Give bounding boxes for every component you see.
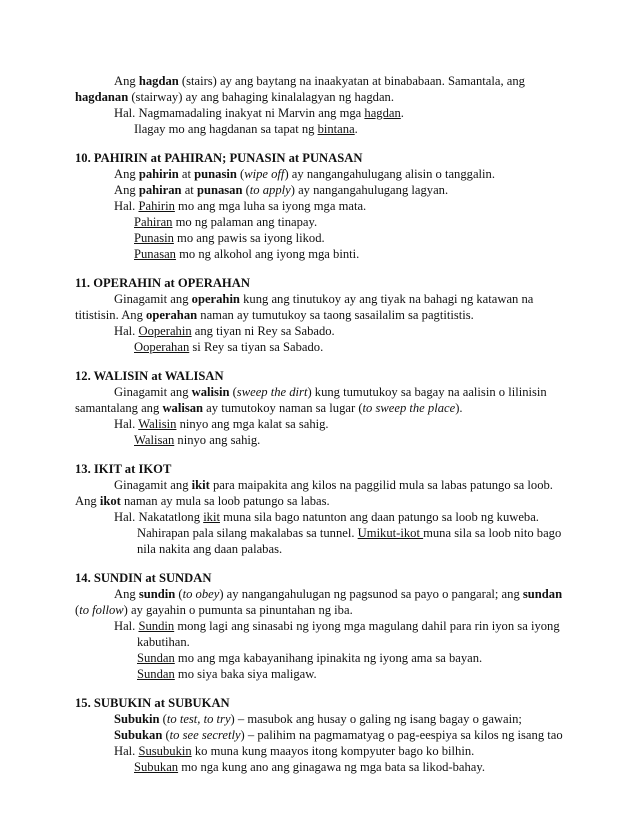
section-12-line-1: Ginagamit ang walisin (sweep the dirt) kung tumutukoy sa bagay na aalisin o lilinisin <box>114 385 547 399</box>
section-14-example-1: Hal. Sundin mong lagi ang sinasabi ng iyong mga magulang dahil para rin iyon sa iyong <box>114 619 560 633</box>
section-10-example-3: Punasin mo ang pawis sa iyong likod. <box>134 231 325 245</box>
section-15-line-1: Subukin (to test, to try) – masubok ang husay o galing ng isang bagay o gawain; <box>114 712 522 726</box>
section-10-line-2: Ang pahiran at punasan (to apply) ay nangangahulugang lagyan. <box>114 183 449 197</box>
section-12-example-2: Walisan ninyo ang sahig. <box>134 433 261 447</box>
section-14-line-2: (to follow) ay gayahin o pumunta sa pinuntahan ng iba. <box>75 603 353 617</box>
intro-line-2: hagdanan (stairway) ay ang bahaging kinalalagyan ng hagdan. <box>75 90 394 104</box>
section-12-example-1: Hal. Walisin ninyo ang mga kalat sa sahig. <box>114 417 329 431</box>
section-14-heading: 14. SUNDIN at SUNDAN <box>75 571 212 585</box>
section-14-line-1: Ang sundin (to obey) ay nangangahulugan ng pagsunod sa payo o pangaral; ang sundan <box>114 587 563 601</box>
section-15-example-2: Subukan mo nga kung ano ang ginagawa ng mga bata sa likod-bahay. <box>134 760 486 774</box>
section-10-line-1: Ang pahirin at punasin (wipe off) ay nangangahulugang alisin o tanggalin. <box>114 167 495 181</box>
section-11-line-2: titistisin. Ang operahan naman ay tumutukoy sa taong sasailalim sa pagtitistis. <box>75 308 474 322</box>
section-14-example-1-cont: kabutihan. <box>137 635 190 649</box>
section-12-heading: 12. WALISIN at WALISAN <box>75 369 224 383</box>
section-12-line-2: samantalang ang walisan ay tumutokoy naman sa lugar (to sweep the place). <box>75 401 463 415</box>
intro-line-1: Ang hagdan (stairs) ay ang baytang na inaakyatan at binababaan. Samantala, ang <box>114 74 525 88</box>
intro-example-1: Hal. Nagmamadaling inakyat ni Marvin ang mga hagdan. <box>114 106 404 120</box>
section-13-example-1: Hal. Nakatatlong ikit muna sila bago natunton ang daan patungo sa loob ng kuweba. <box>114 510 539 524</box>
section-14-example-2: Sundan mo ang mga kabayanihang ipinakita ng iyong ama sa bayan. <box>137 651 483 665</box>
section-15-line-2: Subukan (to see secretly) – palihim na pagmamatyag o pag-eespiya sa kilos ng isang tao <box>114 728 563 742</box>
section-13-line-2: Ang ikot naman ay mula sa loob patungo sa labas. <box>75 494 330 508</box>
section-11-line-1: Ginagamit ang operahin kung ang tinutukoy ay ang tiyak na bahagi ng katawan na <box>114 292 534 306</box>
section-10-example-1: Hal. Pahirin mo ang mga luha sa iyong mga mata. <box>114 199 367 213</box>
section-15-heading: 15. SUBUKIN at SUBUKAN <box>75 696 230 710</box>
section-10-heading: 10. PAHIRIN at PAHIRAN; PUNASIN at PUNASAN <box>75 151 363 165</box>
section-14-example-3: Sundan mo siya baka siya maligaw. <box>137 667 317 681</box>
section-13-heading: 13. IKIT at IKOT <box>75 462 172 476</box>
section-10-example-4: Punasan mo ng alkohol ang iyong mga binti. <box>134 247 360 261</box>
intro-example-2: Ilagay mo ang hagdanan sa tapat ng bintana. <box>134 122 358 136</box>
section-13-line-1: Ginagamit ang ikit para maipakita ang kilos na paggilid mula sa labas patungo sa loob. <box>114 478 553 492</box>
section-11-heading: 11. OPERAHIN at OPERAHAN <box>75 276 250 290</box>
section-11-example-1: Hal. Ooperahin ang tiyan ni Rey sa Sabado. <box>114 324 335 338</box>
section-15-example-1: Hal. Susubukin ko muna kung maayos itong kompyuter bago ko bilhin. <box>114 744 475 758</box>
section-13-example-2: Nahirapan pala silang makalabas sa tunnel. Umikut-ikot muna sila sa loob nito bago <box>137 526 562 540</box>
section-13-example-3: nila nakita ang daan palabas. <box>137 542 283 556</box>
section-11-example-2: Ooperahan si Rey sa tiyan sa Sabado. <box>134 340 324 354</box>
section-10-example-2: Pahiran mo ng palaman ang tinapay. <box>134 215 318 229</box>
